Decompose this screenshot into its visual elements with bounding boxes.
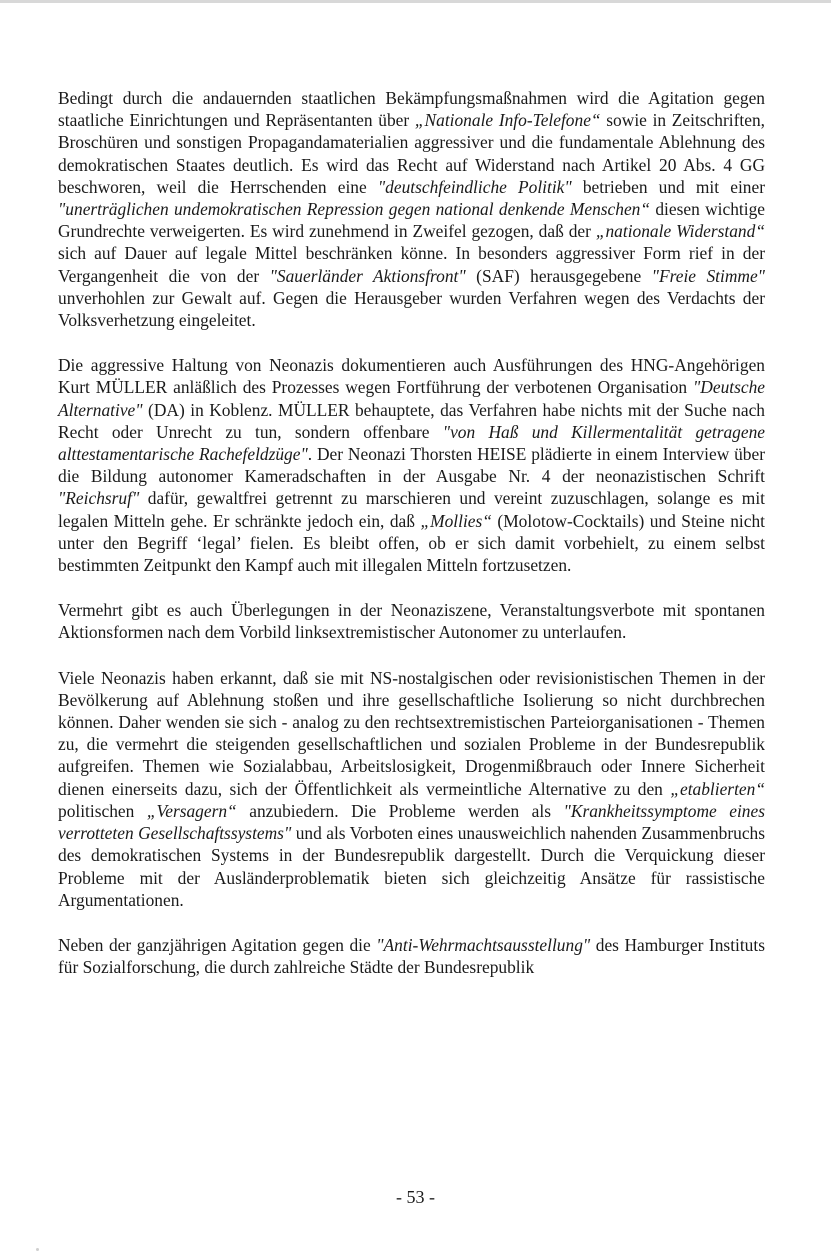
text-run: . Der Neonazi Thorsten HEISE plädierte in einem Interview über die Bildung autonomer Kameradschaften in der Ausgabe Nr. 4 der neonazistischen Schrift (58, 444, 766, 487)
italic-quote: "Sauerländer Aktionsfront" (269, 265, 466, 286)
italic-quote: "Krankheitssymptome eines verrotteten Gesellschaftssystems" (58, 800, 765, 844)
paragraph-exhibition (58, 934, 765, 978)
text-run: und als Vorboten eines unausweichlich nahenden Zusammenbruchs des demokratischen Systems in der Bundesrepublik dargestellt. Durch die Verquickung dieser Probleme mit der Ausländerproblematik bieten sich gleichzeitig Ansätze für rassistische Argumentationen. (58, 823, 766, 910)
italic-quote: "unerträglichen undemokratischen Repression gegen national denkende Menschen“ (58, 199, 651, 220)
text-run: unverhohlen zur Gewalt auf. Gegen die Herausgeber wurden Verfahren wegen des Verdachts der Volksverhetzung eingeleitet. (58, 287, 765, 331)
italic-quote: „etablierten“ (670, 778, 765, 799)
page-number: - 53 - (396, 1187, 435, 1207)
text-run: Neben der ganzjährigen Agitation gegen die (58, 934, 377, 955)
italic-quote: "Deutsche Alternative" (58, 377, 765, 420)
text-run: (DA) in Koblenz. MÜLLER behauptete, das Verfahren habe nichts mit der Suche nach Recht oder Unrecht zu tun, sondern offenbare (58, 399, 765, 442)
italic-quote: "Reichsruf" (58, 488, 140, 509)
italic-quote: „nationale Widerstand“ (595, 221, 765, 242)
paragraph-event-bans (58, 599, 765, 643)
text-run: Bedingt durch die andauernden staatlichen Bekämpfungsmaßnahmen wird die Agitation gegen staatliche Einrichtungen und Repräsentanten über (58, 88, 765, 131)
italic-quote: "Freie Stimme" (651, 265, 765, 286)
italic-quote: "Anti-Wehrmachtsausstellung" (376, 934, 591, 955)
italic-quote: „Nationale Info-Telefone“ (414, 110, 601, 131)
page-top-edge (0, 0, 831, 3)
italic-quote: „Mollies“ (420, 510, 492, 531)
text-run: (SAF) herausgegebene (465, 265, 652, 286)
text-run: anzubiedern. Die Probleme werden als (236, 800, 564, 821)
text-run: betrieben und mit einer (571, 176, 765, 197)
italic-quote: "von Haß und Killermentalität getragene alttestamentarische Rachefeldzüge" (58, 421, 765, 465)
text-run: Die aggressive Haltung von Neonazis dokumentieren auch Ausführungen des HNG-Angehörigen Kurt MÜLLER anläßlich des Prozesses wegen Fortführung der verbotenen Organisation (58, 355, 765, 398)
scan-speck (36, 1248, 39, 1251)
text-run: politischen (58, 800, 147, 821)
italic-quote: "deutschfeindliche Politik" (377, 176, 572, 197)
text-run: des Hamburger Instituts für Sozialforschung, die durch zahlreiche Städte der Bundesrepublik (58, 934, 765, 978)
text-run: diesen wichtige Grundrechte verweigerten. Es wird zunehmend in Zweifel gezogen, daß der (58, 199, 765, 242)
paragraph-social-issues (58, 667, 765, 911)
text-run: dafür, gewaltfrei getrennt zu marschieren und vereint zuzuschlagen, solange es mit legalen Mitteln gehe. Er schränkte jedoch ein, daß (58, 488, 765, 531)
text-run: sich auf Dauer auf legale Mittel beschränken könne. In besonders aggressiver Form rief in der Vergangenheit die von der (58, 243, 765, 286)
text-run: Vermehrt gibt es auch Überlegungen in der Neonaziszene, Veranstaltungsverbote mit spontanen Aktionsformen nach dem Vorbild linksextremistischer Autonomer zu unterlaufen. (58, 600, 765, 643)
text-run: sowie in Zeitschriften, Broschüren und sonstigen Propagandamaterialien aggressiver und die fundamentale Ablehnung des demokratischen Staates deutlich. Es wird das Recht auf Widerstand nach Artikel 20 Abs. 4 GG beschworen, weil die Herrschenden eine (58, 110, 765, 197)
paragraph-agitation (58, 87, 765, 331)
paragraph-aggressive-attitude (58, 354, 765, 576)
text-run: (Molotow-Cocktails) und Steine nicht unter den Begriff ‘legal’ fielen. Es bleibt offen, ob er sich damit vorbehielt, zu einem selbst bestimmten Zeitpunkt den Kampf auch mit illegalen Mitteln fortzusetzen. (58, 510, 765, 576)
document-body (58, 87, 765, 1001)
italic-quote: „Versagern“ (146, 800, 237, 821)
text-run: Viele Neonazis haben erkannt, daß sie mit NS-nostalgischen oder revisionistischen Themen in der Bevölkerung auf Ablehnung stoßen und ihre gesellschaftliche Isolierung so nicht durchbrechen können. Daher wenden sie sich - analog zu den rechtsextremistischen Parteiorganisationen - Themen zu, die vermehrt die steigenden gesellschaftlichen und sozialen Probleme in der Bundesrepublik aufgreifen. Themen wie Sozialabbau, Arbeitslosigkeit, Drogenmißbrauch oder Innere Sicherheit dienen einerseits dazu, sich der Öffentlichkeit als vermeintliche Alternative zu den (58, 667, 765, 799)
